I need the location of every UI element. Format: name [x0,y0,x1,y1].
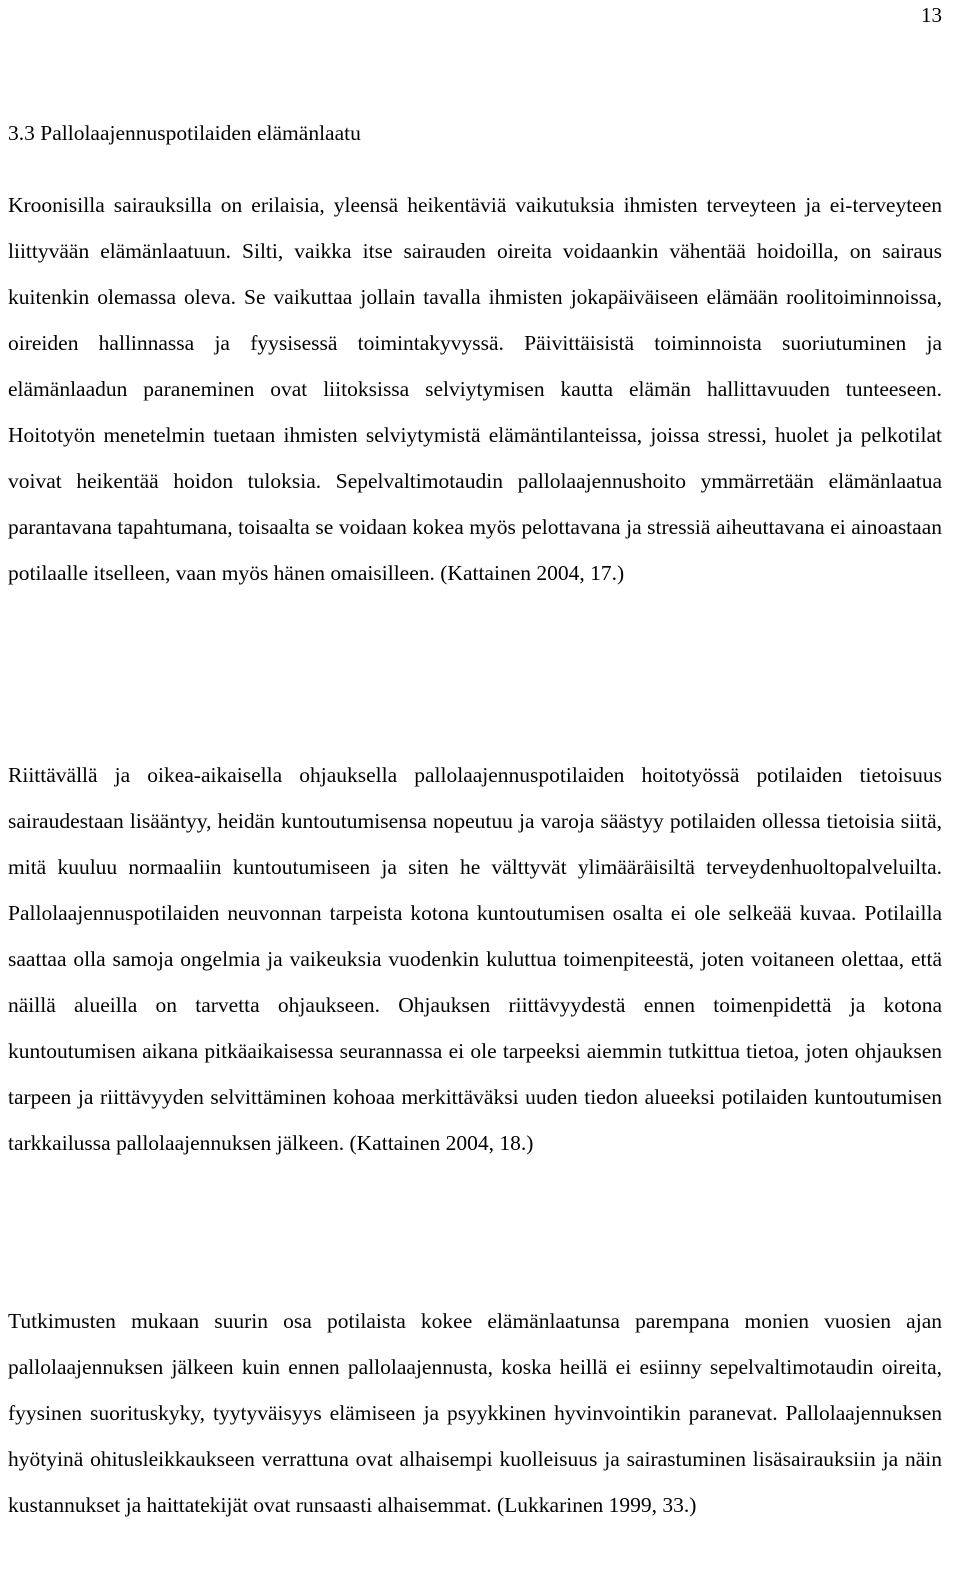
paragraph-1: Kroonisilla sairauksilla on erilaisia, yleensä heikentäviä vaikutuksia ihmisten terveyteen ja ei-terveyteen liittyvään elämänlaatuun. Silti, vaikka itse sairauden oireita voidaankin vähentää hoidoilla, on sairaus kuitenkin olemassa oleva. Se vaikuttaa jollain tavalla ihmisten jokapäiväiseen elämään roolitoiminnoissa, oireiden hallinnassa ja fyysisessä toimintakyvyssä. Päivittäisistä toiminnoista suoriutuminen ja elämänlaadun paraneminen ovat liitoksissa selviytymisen kautta elämän hallittavuuden tunteeseen. Hoitotyön menetelmin tuetaan ihmisten selviytymistä elämäntilanteissa, joissa stressi, huolet ja pelkotilat voivat heikentää hoidon tuloksia. Sepelvaltimotaudin pallolaajennushoito ymmärretään elämänlaatua parantavana tapahtumana, toisaalta se voidaan kokea myös pelottavana ja stressiä aiheuttavana ei ainoastaan potilaalle itselleen, vaan myös hänen omaisilleen. (Kattainen 2004, 17.) [8,193,942,585]
page-number: 13 [921,3,942,27]
section-heading: 3.3 Pallolaajennuspotilaiden elämänlaatu [8,121,361,145]
paragraph-2: Riittävällä ja oikea-aikaisella ohjauksella pallolaajennuspotilaiden hoitotyössä potilaiden tietoisuus sairaudestaan lisääntyy, heidän kuntoutumisensa nopeutuu ja varoja säästyy potilaiden ollessa tietoisia siitä, mitä kuuluu normaaliin kuntoutumiseen ja siten he välttyvät ylimääräisiltä terveydenhuoltopalveluilta. Pallolaajennuspotilaiden neuvonnan tarpeista kotona kuntoutumisen osalta ei ole selkeää kuvaa. Potilailla saattaa olla samoja ongelmia ja vaikeuksia vuodenkin kuluttua toimenpiteestä, joten voitaneen olettaa, että näillä alueilla on tarvetta ohjaukseen. Ohjauksen riittävyydestä ennen toimenpidettä ja kotona kuntoutumisen aikana pitkäaikaisessa seurannassa ei ole tarpeeksi aiemmin tutkittua tietoa, joten ohjauksen tarpeen ja riittävyyden selvittäminen kohoaa merkittäväksi uuden tiedon alueeksi potilaiden kuntoutumisen tarkkailussa pallolaajennuksen jälkeen. (Kattainen 2004, 18.) [8,763,942,1155]
paragraph-3: Tutkimusten mukaan suurin osa potilaista kokee elämänlaatunsa parempana monien vuosien ajan pallolaajennuksen jälkeen kuin ennen pallolaajennusta, koska heillä ei esiinny sepelvaltimotaudin oireita, fyysinen suorituskyky, tyytyväisyys elämiseen ja psyykkinen hyvinvointikin paranevat. Pallolaajennuksen hyötyinä ohitusleikkaukseen verrattuna ovat alhaisempi kuolleisuus ja sairastuminen lisäsairauksiin ja näin kustannukset ja haittatekijät ovat runsaasti alhaisemmat. (Lukkarinen 1999, 33.) [8,1309,942,1517]
